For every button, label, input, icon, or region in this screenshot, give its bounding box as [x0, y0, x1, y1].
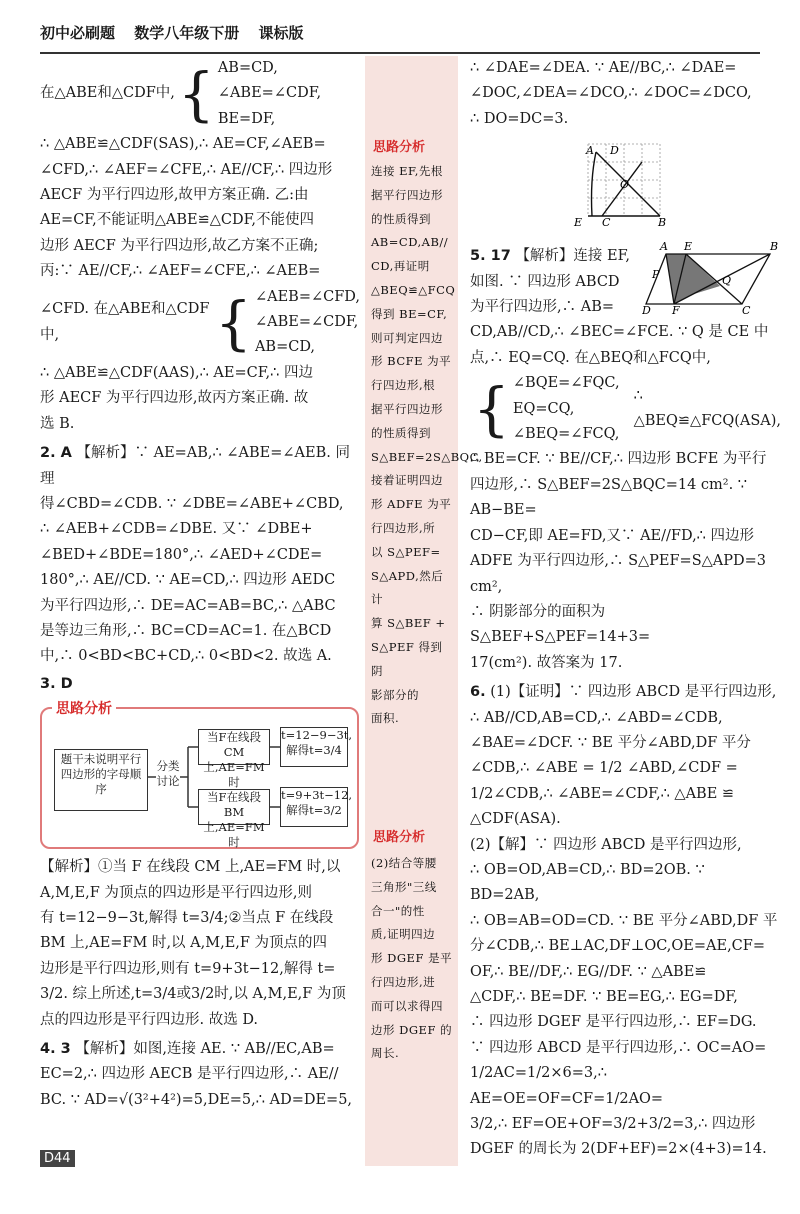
- text-line: ∠DOC,∠DEA=∠DCO,∴ ∠DOC=∠DCO,: [470, 85, 752, 102]
- sidebar-note-2: [371, 852, 453, 1066]
- note-line: 据平行四边形: [371, 401, 443, 416]
- text-line: 3/2,∴ EF=OE+OF=3/2+3/2=3,∴ 四边形: [470, 1116, 756, 1133]
- text-line: ∠BQE=∠FQC,: [512, 375, 620, 392]
- note-line: 接着证明四边: [371, 473, 443, 488]
- text-line: 丙:∵ AE//CF,∴ ∠AEF=∠CFE,∴ ∠AEB=: [40, 263, 321, 280]
- label-B: B: [658, 216, 667, 228]
- text-line: 为平行四边形,∴ DE=AC=AB=BC,∴ △ABC: [40, 597, 336, 614]
- grid-figure: [572, 140, 682, 228]
- note-line: 影部分的: [371, 687, 419, 702]
- note-line: 的性质得到: [371, 211, 431, 226]
- text-line: 得∠CBD=∠CDB. ∵ ∠DBE=∠ABE+∠CBD,: [40, 495, 344, 512]
- text-line: ∠CFD,∴ ∠AEF=∠CFE,∴ AE//CF,∴ 四边形: [40, 161, 333, 178]
- text-line: AB=CD,: [254, 339, 316, 356]
- thinking-box: [40, 701, 359, 850]
- sidebar-note-1: [371, 160, 483, 731]
- text-line: △CDF(ASA).: [470, 811, 561, 828]
- note-line: 三角形"三线: [371, 879, 437, 894]
- note-line: 行四边形,根: [371, 378, 436, 393]
- text-line: ∴ ∠DAE=∠DEA. ∵ AE//BC,∴ ∠DAE=: [470, 60, 737, 76]
- note-line: S△PEF 得到阴: [371, 639, 443, 678]
- text-line: ∴ 四边形 DGEF 是平行四边形,∴ EF=DG.: [470, 1014, 757, 1031]
- question-number: 3. D: [40, 675, 73, 692]
- text-line: ∴ ∠AEB+∠CDB=∠DBE. 又∵ ∠DBE+: [40, 521, 313, 538]
- text-line: ∴ 阴影部分的面积为 S△BEF+S△PEF=14+3=: [470, 603, 651, 646]
- text-line: ∴ △ABE≌△CDF(AAS),∴ AE=CF,∴ 四边: [40, 364, 313, 381]
- note-line: 连接 EF,先根: [371, 164, 443, 178]
- text-line: BM 上,AE=FM 时,以 A,M,E,F 为顶点的四: [40, 935, 328, 952]
- text-line: 选 B.: [40, 415, 75, 432]
- text-line: △CDF,∴ BE=DF. ∵ BE=EG,∴ EG=DF,: [470, 989, 738, 1005]
- flow-case-2: 当F在线段BM上,AE=FM时: [198, 789, 270, 825]
- text-line: 1/2∠CDB,∴ ∠ABE=∠CDF,∴ △ABE ≌: [470, 785, 735, 802]
- left-brace: {: [215, 288, 252, 357]
- note-line: CD,再证明: [371, 259, 430, 274]
- brace-group-2: [40, 285, 360, 361]
- question-number: 6.: [470, 684, 486, 701]
- text-line: ∴ △BEQ≌△FCQ(ASA),: [633, 387, 782, 430]
- text-line: EC=2,∴ 四边形 AECB 是平行四边形,∴ AE//: [40, 1066, 339, 1083]
- note-line: 合一"的性: [371, 903, 425, 918]
- text-line: 四边形,∴ S△BEF=2S△BQC=14 cm². ∵ AB−BE=: [470, 476, 748, 519]
- question-number: 5. 17: [470, 248, 511, 265]
- text-line: 如图. ∵ 四边形 ABCD: [470, 273, 620, 290]
- text-line: 180°,∴ AE//CD. ∵ AE=CD,∴ 四边形 AEDC: [40, 572, 336, 589]
- text-line: ∴ BE=CF. ∵ BE//CF,∴ 四边形 BCFE 为平行: [470, 451, 767, 468]
- text-line: CD,AB//CD,∴ ∠BEC=∠FCE. ∵ Q 是 CE 中: [470, 324, 769, 341]
- text-line: 形 AECF 为平行四边形,故丙方案正确. 故: [40, 390, 309, 407]
- flow-case-1: 当F在线段CM上,AE=FM时: [198, 729, 270, 765]
- note-line: 则可判定四边: [371, 330, 443, 345]
- text-line: ∠BED+∠BDE=180°,∴ ∠AED+∠CDE=: [40, 546, 323, 563]
- text-line: 有 t=12−9−3t,解得 t=3/4;②当点 F 在线段: [40, 909, 334, 926]
- question-number: 4. 3: [40, 1041, 71, 1057]
- note-line: 算 S△BEF +: [371, 616, 446, 631]
- label-C: C: [602, 216, 611, 228]
- label-A: A: [586, 144, 594, 157]
- text-line: ADFE 为平行四边形,∴ S△PEF=S△APD=3 cm²,: [470, 553, 767, 595]
- text-line: BC. ∵ AD=√(3²+4²)=5,DE=5,∴ AD=DE=5,: [40, 1091, 353, 1108]
- text-line: ∠ABE=∠CDF,: [217, 85, 322, 102]
- left-brace: {: [473, 375, 510, 444]
- note-line: 边形 DGEF 的: [371, 1022, 453, 1037]
- text-line: 点,∴ EQ=CQ. 在△BEQ和△FCQ中,: [470, 349, 711, 366]
- text-line: ∴ OB=AB=OD=CD. ∵ BE 平分∠ABD,DF 平: [470, 912, 778, 929]
- note-line: 以 S△PEF=: [371, 544, 441, 559]
- note-line: 据平行四边形: [371, 187, 443, 202]
- note-line: 形 ADFE 为平: [371, 497, 452, 512]
- text-line: 是等边三角形,∴ BC=CD=AC=1. 在△BCD: [40, 622, 332, 639]
- label-P: P: [652, 268, 660, 281]
- text-line: DGEF 的周长为 2(DF+EF)=2×(4+3)=14.: [470, 1141, 767, 1158]
- note-line: AB=CD,AB//: [371, 235, 449, 250]
- text-line: ∴ △ABE≌△CDF(SAS),∴ AE=CF,∠AEB=: [40, 136, 326, 153]
- text-line: ∵ 四边形 ABCD 是平行四边形,∴ OC=AO=: [470, 1039, 767, 1056]
- text-line: ∠CDB,∴ ∠ABE = 1/2 ∠ABD,∠CDF =: [470, 760, 738, 777]
- note-line: △BEQ≌△FCQ: [371, 282, 456, 297]
- analysis-sidebar: [365, 56, 483, 1166]
- question-number: 2. A: [40, 445, 72, 462]
- text-line: ∠BAE=∠DCF. ∵ BE 平分∠ABD,DF 平分: [470, 734, 751, 751]
- label-F: F: [672, 304, 680, 316]
- text-line: AE=CF,不能证明△ABE≌△CDF,不能使四: [40, 212, 315, 229]
- note-line: 得到 BE=CF,: [371, 306, 448, 321]
- note-line: 质,证明四边: [371, 927, 436, 942]
- note-line: 而可以求得四: [371, 998, 443, 1013]
- text-line: 为平行四边形,∴ AB=: [470, 299, 614, 316]
- text-line: AB=CD,: [217, 60, 278, 76]
- flow-result-2: t=9+3t−12,解得t=3/2: [280, 787, 348, 827]
- brace-group-1: [40, 56, 360, 132]
- note-line: 形 BCFE 为平: [371, 354, 452, 369]
- text-line: AECF 为平行四边形,故甲方案正确. 乙:由: [40, 187, 309, 204]
- note-line: S△APD,然后计: [371, 568, 444, 607]
- text-line: 在△ABE和△CDF中,: [40, 85, 175, 102]
- text-line: 【解析】①当 F 在线段 CM 上,AE=FM 时,以: [40, 859, 341, 876]
- label-A: A: [660, 240, 668, 253]
- note-line: 面积.: [371, 711, 400, 726]
- text-line: 边形 AECF 为平行四边形,故乙方案不正确;: [40, 237, 319, 254]
- text-line: ∠BEQ=∠FCQ,: [512, 426, 620, 443]
- label-B: B: [770, 240, 779, 253]
- subject-title: 数学八年级下册: [134, 24, 240, 42]
- flow-start: 题干未说明平行四边形的字母顺序: [54, 749, 148, 811]
- text-line: OF,∴ BE//DF,∴ EG//DF. ∵ △ABE≌: [470, 963, 707, 980]
- sidebar-tag-1: 思路分析: [373, 140, 426, 155]
- text-line: 边形是平行四边形,则有 t=9+3t−12,解得 t=: [40, 960, 336, 977]
- box-title: 思路分析: [52, 697, 116, 722]
- left-brace: {: [177, 60, 215, 129]
- label-E: E: [574, 216, 583, 228]
- note-line: S△BEF=2S△BQC,: [371, 449, 483, 464]
- text-line: EQ=CQ,: [512, 400, 575, 417]
- text-line: CD−CF,即 AE=FD,又∵ AE//FD,∴ 四边形: [470, 527, 755, 544]
- page-header: [40, 22, 760, 54]
- page-number: D44: [40, 1150, 75, 1167]
- text-line: BE=DF,: [217, 110, 276, 127]
- edition-title: 课标版: [258, 24, 304, 42]
- note-line: 形 DGEF 是平: [371, 951, 453, 966]
- note-line: 行四边形,进: [371, 974, 436, 989]
- text-line: ∠AEB=∠CFD,: [254, 288, 360, 305]
- text-line: 1/2AC=1/2×6=3,∴ AE=OE=OF=CF=1/2AO=: [470, 1065, 664, 1107]
- text-line: 【解析】如图,连接 AE. ∵ AB//EC,AB=: [75, 1041, 335, 1057]
- text-line: A,M,E,F 为顶点的四边形是平行四边形,则: [40, 884, 313, 901]
- label-O: O: [620, 178, 630, 191]
- sidebar-tag-2: 思路分析: [373, 830, 426, 845]
- note-line: 的性质得到: [371, 425, 431, 440]
- text-line: (1)【证明】∵ 四边形 ABCD 是平行四边形,: [490, 684, 777, 701]
- text-line: ∴ AB//CD,AB=CD,∴ ∠ABD=∠CDB,: [470, 709, 723, 726]
- label-Q: Q: [722, 274, 732, 287]
- text-line: 【解析】∵ AE=AB,∴ ∠ABE=∠AEB. 同理: [40, 445, 350, 487]
- text-line: 【解析】连接 EF,: [515, 248, 631, 265]
- label-D: D: [610, 144, 619, 157]
- text-line: ∠CFD. 在△ABE和△CDF中,: [40, 301, 210, 343]
- text-line: ∴ OB=OD,AB=CD,∴ BD=2OB. ∵ BD=2AB,: [470, 861, 705, 904]
- text-line: 分∠CDB,∴ BE⊥AC,DF⊥OC,OE=AE,CF=: [470, 938, 765, 955]
- text-line: (2)【解】∵ 四边形 ABCD 是平行四边形,: [470, 836, 742, 853]
- label-C: C: [742, 304, 751, 316]
- note-line: (2)结合等腰: [371, 856, 437, 870]
- flow-classify: 分类讨论: [156, 759, 180, 795]
- text-line: 3/2. 综上所述,t=3/4或3/2时,以 A,M,E,F 为顶: [40, 986, 346, 1003]
- flow-result-1: t=12−9−3t,解得t=3/4: [280, 727, 348, 767]
- left-column: [40, 56, 360, 1113]
- note-line: 行四边形,所: [371, 520, 436, 535]
- label-E: E: [684, 240, 693, 253]
- text-line: ∠ABE=∠CDF,: [254, 314, 359, 331]
- series-title: 初中必刷题: [40, 24, 116, 42]
- note-line: 周长.: [371, 1046, 400, 1061]
- text-line: 中,∴ 0<BD<BC+CD,∴ 0<BD<2. 故选 A.: [40, 648, 332, 665]
- text-line: 17(cm²). 故答案为 17.: [470, 654, 623, 671]
- parallelogram-figure: [642, 236, 782, 316]
- brace-group-3: [470, 371, 782, 447]
- label-D: D: [642, 304, 651, 316]
- text-line: ∴ DO=DC=3.: [470, 110, 569, 127]
- text-line: 点的四边形是平行四边形. 故选 D.: [40, 1011, 259, 1028]
